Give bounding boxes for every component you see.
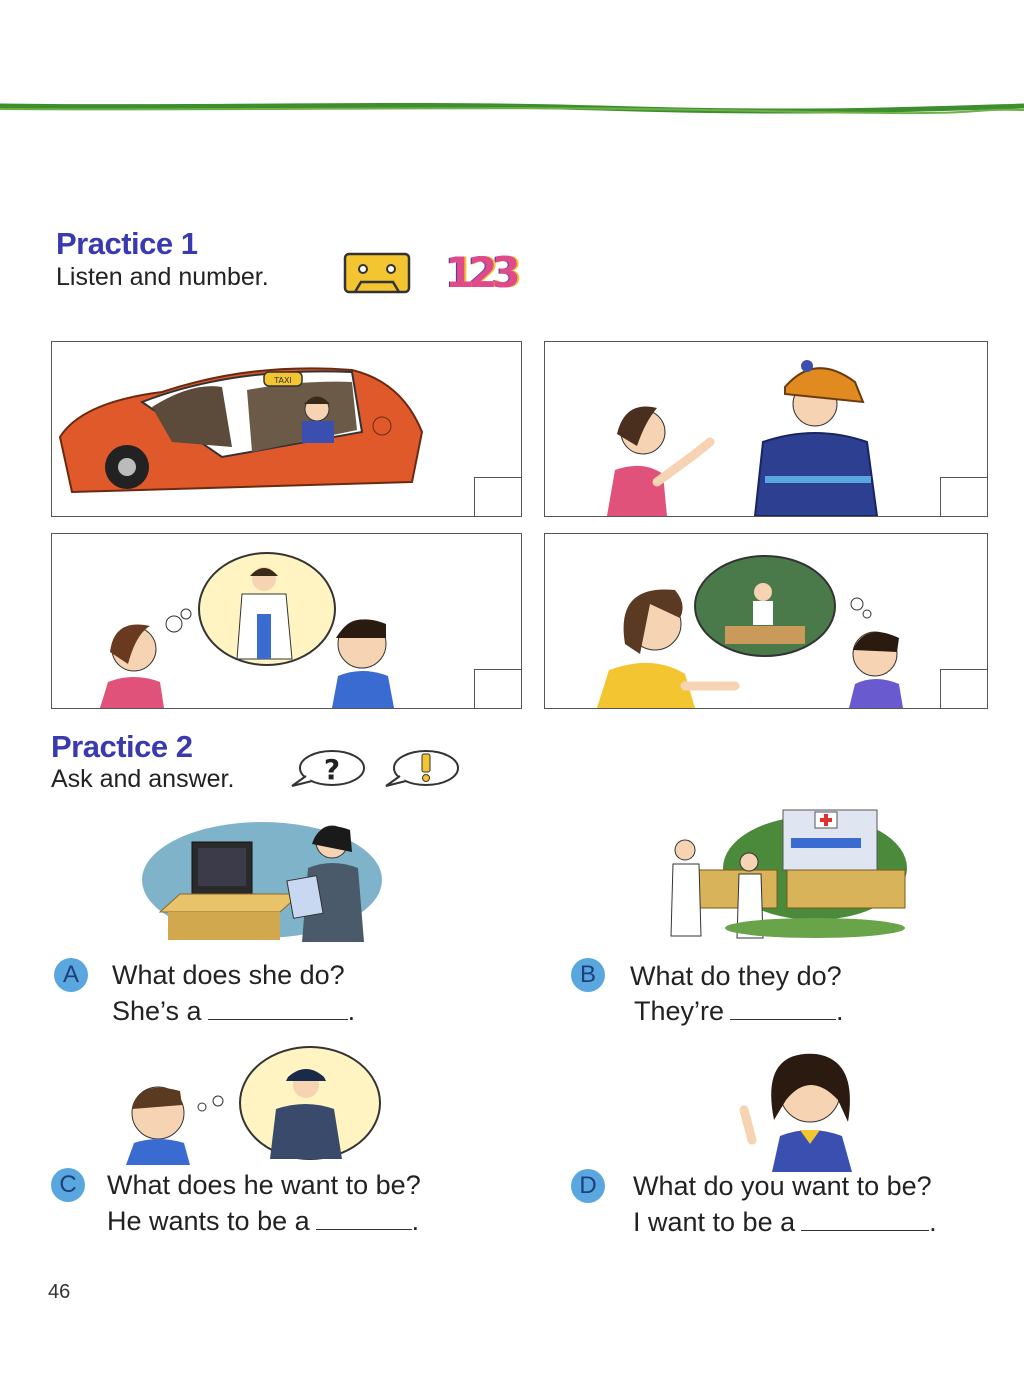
badge-c: C: [51, 1168, 85, 1202]
firefighter-illustration: [545, 342, 987, 516]
badge-d: D: [571, 1169, 605, 1203]
answer-b-period: .: [836, 996, 844, 1026]
picture-b-nurses-hospital: [665, 798, 913, 946]
taxi-sign-text: TAXI: [274, 376, 292, 385]
question-c: What does he want to be?: [107, 1170, 421, 1200]
practice-2-title: Practice 2: [51, 729, 193, 764]
question-bubble-icon: [288, 748, 368, 792]
svg-text:?: ?: [323, 753, 341, 786]
answer-d-blank[interactable]: [801, 1208, 929, 1231]
taxi-illustration: [52, 342, 521, 516]
practice-1-instruction: Listen and number.: [56, 263, 269, 291]
answer-c-period: .: [411, 1206, 420, 1236]
numbers-123-text: 123: [445, 248, 515, 297]
picture-teacher-thought: [544, 533, 988, 709]
question-a: What does she do?: [112, 960, 345, 990]
numbers-123-icon: [445, 248, 515, 297]
answer-box-1[interactable]: [474, 477, 521, 516]
picture-firefighter: [544, 341, 988, 517]
question-d: What do you want to be?: [633, 1171, 932, 1201]
answer-d-period: .: [929, 1207, 937, 1237]
answer-c-blank[interactable]: [316, 1207, 412, 1230]
picture-d-girl-pointing: [730, 1040, 870, 1172]
answer-line-c: [107, 1206, 419, 1237]
answer-line-d: [633, 1207, 937, 1238]
doctor-thought-illustration: [52, 534, 521, 708]
cassette-icon: [343, 252, 411, 294]
answer-box-4[interactable]: [940, 669, 987, 708]
practice-2-instruction: Ask and answer.: [51, 765, 235, 793]
badge-b: B: [571, 958, 605, 992]
page-number: 46: [48, 1281, 71, 1303]
badge-a: A: [54, 958, 88, 992]
picture-doctor-thought: [51, 533, 522, 709]
picture-c-boy-police-thought: [120, 1043, 382, 1165]
teacher-thought-illustration: [545, 534, 987, 708]
answer-d-text: I want to be a: [633, 1207, 796, 1237]
answer-line-a: [112, 996, 355, 1027]
green-divider-line: [0, 96, 1024, 126]
picture-a-office-worker: [140, 812, 385, 942]
answer-box-2[interactable]: [940, 477, 987, 516]
answer-a-period: .: [347, 996, 356, 1026]
picture-taxi: [51, 341, 522, 517]
question-b: What do they do?: [630, 961, 842, 991]
answer-line-b: [634, 996, 844, 1027]
answer-b-blank[interactable]: [730, 997, 836, 1020]
answer-a-text: She’s a: [112, 996, 202, 1026]
practice-1-title: Practice 1: [56, 226, 198, 261]
answer-c-text: He wants to be a: [107, 1206, 310, 1236]
answer-box-3[interactable]: [474, 669, 521, 708]
exclamation-bubble-icon: [382, 748, 462, 792]
answer-b-text: They’re: [634, 996, 725, 1026]
answer-a-blank[interactable]: [208, 997, 348, 1020]
